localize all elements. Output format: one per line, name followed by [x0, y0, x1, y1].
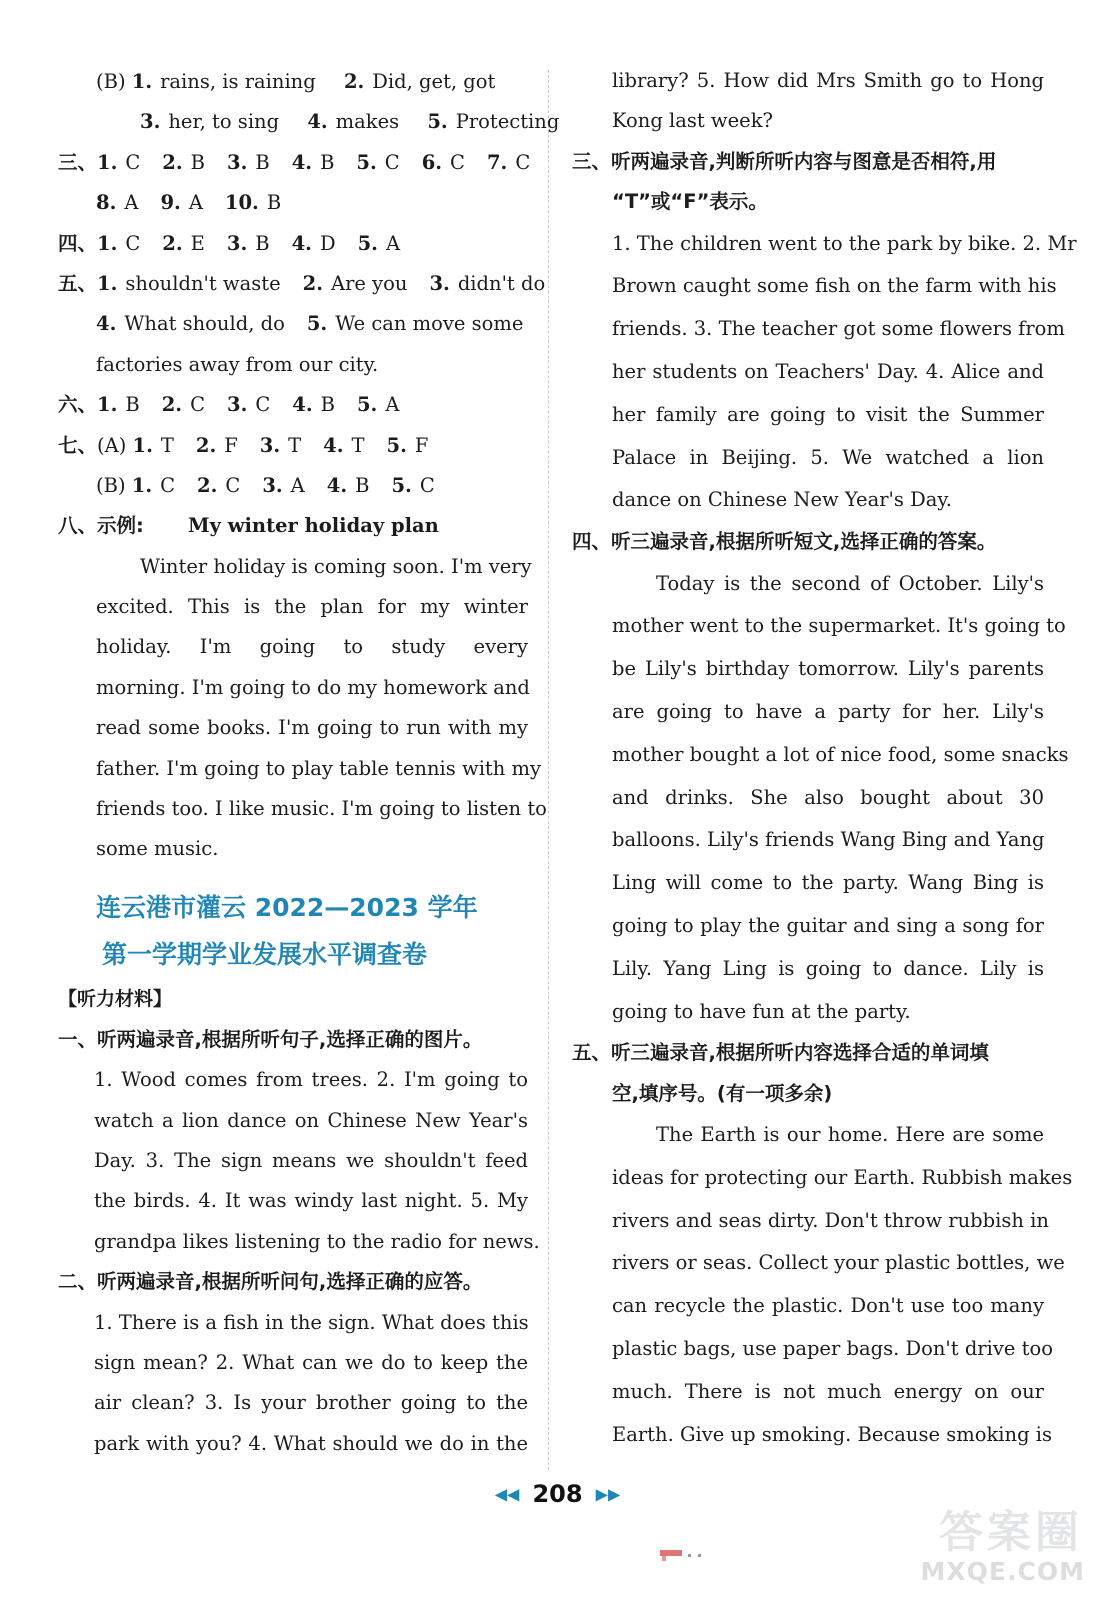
item-number: 6. — [421, 150, 443, 174]
text-line: mother bought a lot of nice food, some snacks — [612, 742, 1069, 766]
text-line: balloons. Lily's friends Wang Bing and Yang — [612, 828, 1045, 852]
text-line: her students on Teachers' Day. 4. Alice and — [612, 359, 1044, 383]
text-line: rivers or seas. Collect your plastic bottles, we — [612, 1251, 1065, 1275]
item-number: 1. — [132, 433, 153, 457]
part-5-text — [572, 1114, 1073, 1456]
prev-arrows-icon: ◀◀ — [494, 1484, 520, 1504]
item-number: 4. — [326, 473, 348, 497]
essay-line: morning. I'm going to do my homework and — [96, 675, 530, 699]
item-number: 1. — [131, 70, 153, 93]
item-number: 3. — [259, 433, 281, 457]
text-line: friends. 3. The teacher got some flowers from — [612, 317, 1065, 341]
item-number: 9. — [160, 191, 181, 215]
item-number: 7. — [486, 150, 508, 174]
answer-row-section-5c: factories away from our city. — [96, 352, 379, 376]
text-line: dance on Chinese New Year's Day. — [612, 488, 952, 512]
text-line: 1. Wood comes from trees. 2. I'm going to — [94, 1068, 528, 1092]
essay-line: holiday. I'm going to study every — [96, 635, 528, 659]
answer-value: Did, get, got — [372, 70, 496, 93]
text-line: and drinks. She also bought about 30 — [612, 785, 1044, 809]
essay-title: My winter holiday plan — [188, 514, 439, 538]
item-number: 5. — [356, 393, 378, 417]
section-number: 三、 — [58, 150, 98, 174]
part-3-text — [572, 223, 1077, 523]
answer-value: rains, is raining — [160, 70, 316, 93]
text-line: the birds. 4. It was windy last night. 5. My — [94, 1189, 528, 1213]
answer-value: C — [125, 150, 141, 174]
item-number: 5. — [357, 231, 378, 255]
essay-heading — [58, 506, 528, 546]
section-number: 六、 — [58, 393, 98, 417]
section-number: 五、 — [58, 271, 98, 295]
answer-value: C — [125, 231, 141, 255]
answer-value: E — [190, 231, 205, 255]
essay-line: read some books. I'm going to run with my — [96, 716, 528, 740]
text-line: going to play the guitar and sing a song for — [612, 913, 1044, 937]
part-label: (B) — [96, 473, 126, 497]
answer-value: B — [125, 393, 140, 417]
answer-row-b1 — [58, 62, 528, 102]
answer-value: B — [255, 231, 270, 255]
text-line: are going to have a party for her. Lily's — [612, 699, 1044, 723]
item-number: 4. — [291, 231, 312, 255]
essay-line: excited. This is the plan for my winter — [96, 595, 528, 619]
column-divider — [548, 70, 549, 1470]
item-number: 8. — [96, 191, 117, 215]
answer-value: Are you — [330, 271, 408, 295]
answer-value: B — [190, 150, 205, 174]
answer-value: C — [255, 393, 271, 417]
text-line: much. There is not much energy on our — [612, 1379, 1044, 1403]
essay-line: Winter holiday is coming soon. I'm very — [140, 554, 532, 578]
part-2-header: 二、听两遍录音,根据所听问句,选择正确的应答。 — [58, 1270, 483, 1294]
left-column — [58, 62, 560, 1464]
text-line: ideas for protecting our Earth. Rubbish makes — [612, 1165, 1073, 1189]
item-number: 2. — [162, 150, 183, 174]
exam-title-line-1: 连云港市灌云 2022—2023 学年 — [96, 892, 478, 922]
section-number: 八、示例: — [58, 514, 144, 538]
text-line: plastic bags, use paper bags. Don't drive too — [612, 1337, 1053, 1361]
item-number: 3. — [262, 473, 283, 497]
answer-value: B — [355, 473, 370, 497]
answer-value: shouldn't waste — [125, 271, 281, 295]
item-number: 5. — [356, 150, 377, 174]
text-line: Ling will come to the party. Wang Bing is — [612, 871, 1044, 895]
item-number: 4. — [323, 433, 344, 457]
essay-line: father. I'm going to play table tennis with my — [96, 756, 542, 780]
item-number: 3. — [227, 150, 248, 174]
item-number: 3. — [226, 231, 248, 255]
item-number: 1. — [97, 393, 118, 417]
essay-line: friends too. I like music. I'm going to listen to — [96, 797, 547, 821]
part-3-header-line-1: 三、听两遍录音,判断所听内容与图意是否相符,用 — [572, 149, 997, 173]
item-number: 2. — [162, 231, 183, 255]
answer-value: C — [160, 473, 176, 497]
item-number: 3. — [227, 393, 248, 417]
part-1-text — [58, 1060, 540, 1262]
text-line: rivers and seas dirty. Don't throw rubbish in — [612, 1208, 1049, 1232]
listening-materials-header: 【听力材料】 — [58, 987, 173, 1010]
item-number: 10. — [224, 191, 259, 215]
answer-row-section-4 — [58, 224, 528, 264]
essay-body — [58, 547, 547, 870]
text-line: Brown caught some fish on the farm with his — [612, 274, 1057, 298]
text-line: park with you? 4. What should we do in the — [94, 1431, 528, 1455]
answer-value: B — [320, 150, 335, 174]
answer-value: A — [290, 473, 305, 497]
answer-value: F — [414, 433, 429, 457]
text-line: Kong last week? — [612, 109, 773, 133]
text-line: Earth. Give up smoking. Because smoking is — [612, 1422, 1053, 1446]
answer-value: C — [384, 150, 400, 174]
essay-line: some music. — [96, 837, 219, 861]
watermark-logo-text: 答案圈 — [939, 1507, 1083, 1558]
answer-row-section-7a — [58, 426, 528, 466]
part-1-header: 一、听两遍录音,根据所听句子,选择正确的图片。 — [58, 1027, 483, 1051]
text-line: air clean? 3. Is your brother going to the — [94, 1391, 528, 1415]
item-number: 2. — [195, 433, 217, 457]
item-number: 5. — [306, 312, 328, 336]
section-number: 七、 — [58, 433, 98, 457]
text-line: sign mean? 2. What can we do to keep the — [94, 1350, 528, 1374]
answer-value: D — [319, 231, 336, 255]
answer-value: T — [160, 433, 174, 457]
answer-value: B — [320, 393, 335, 417]
answer-row-section-6 — [58, 385, 528, 425]
answer-row-section-5 — [58, 264, 546, 304]
answer-value: C — [190, 393, 205, 417]
text-line: library? 5. How did Mrs Smith go to Hong — [612, 69, 1044, 92]
text-line: watch a lion dance on Chinese New Year's — [94, 1108, 528, 1132]
text-line: Palace in Beijing. 5. We watched a lion — [612, 445, 1044, 469]
part-label: (B) — [96, 70, 126, 93]
text-line: The Earth is our home. Here are some — [656, 1123, 1044, 1147]
item-number: 5. — [427, 110, 448, 134]
answer-value: A — [385, 393, 400, 417]
right-column — [572, 61, 1077, 1456]
answer-value: B — [266, 191, 282, 215]
answer-row-section-7b — [58, 466, 528, 506]
text-line: can recycle the plastic. Don't use too many — [612, 1294, 1044, 1318]
item-number: 2. — [197, 473, 218, 497]
answer-value: didn't do — [457, 271, 546, 295]
item-number: 2. — [302, 271, 323, 295]
answer-value: F — [224, 433, 238, 457]
part-2-text — [58, 1303, 528, 1465]
item-number: 1. — [97, 150, 118, 174]
watermark-site: MXQE.COM — [920, 1557, 1085, 1586]
answer-value: A — [124, 191, 139, 215]
item-number: 2. — [161, 393, 183, 417]
answer-value: A — [188, 191, 203, 215]
text-line: 1. The children went to the park by bike. 2. Mr — [612, 231, 1077, 255]
item-number: 4. — [292, 393, 313, 417]
item-number: 1. — [131, 473, 153, 497]
answer-row-section-3b — [58, 183, 528, 223]
next-arrows-icon: ▶▶ — [595, 1484, 621, 1504]
answer-value: C — [225, 473, 241, 497]
text-line: 1. There is a fish in the sign. What does this — [94, 1310, 529, 1334]
text-line: be Lily's birthday tomorrow. Lily's parents — [612, 657, 1044, 681]
item-number: 4. — [96, 312, 117, 336]
part-label: (A) — [97, 433, 127, 457]
part-4-text — [572, 563, 1069, 1034]
text-line: Lily. Yang Ling is going to dance. Lily is — [612, 956, 1044, 980]
answer-value: T — [288, 433, 302, 457]
text-line: her family are going to visit the Summer — [612, 402, 1044, 426]
text-line: Today is the second of October. Lily's — [656, 571, 1044, 595]
part-5-header-line-1: 五、听三遍录音,根据所听内容选择合适的单词填 — [572, 1041, 989, 1065]
item-number: 1. — [97, 231, 118, 255]
text-line: mother went to the supermarket. It's going to — [612, 614, 1066, 638]
answer-value: C — [450, 150, 465, 174]
answer-value: B — [255, 150, 270, 174]
page-number: 208 — [532, 1480, 583, 1508]
answer-value: Protecting — [455, 110, 560, 134]
item-number: 3. — [140, 110, 161, 134]
exam-title-line-2: 第一学期学业发展水平调查卷 — [102, 939, 428, 969]
item-number: 5. — [386, 433, 407, 457]
printer-mark-icon — [658, 1546, 718, 1562]
answer-value: her, to sing — [168, 110, 280, 134]
answer-value: T — [351, 433, 365, 457]
continued-text — [572, 61, 1044, 142]
answer-value: makes — [335, 110, 400, 134]
part-5-header-line-2: 空,填序号。(有一项多余) — [612, 1081, 833, 1105]
item-number: 4. — [307, 110, 328, 134]
text-line: going to have fun at the party. — [612, 999, 911, 1023]
answer-row-section-3 — [58, 143, 531, 183]
watermark-logo — [853, 1496, 1093, 1592]
answer-value: A — [385, 231, 401, 255]
item-number: 3. — [429, 271, 450, 295]
answer-value: C — [515, 150, 531, 174]
answer-value: We can move some — [335, 312, 524, 336]
item-number: 4. — [291, 150, 313, 174]
answer-value: C — [419, 473, 435, 497]
text-line: grandpa likes listening to the radio for news. — [94, 1229, 540, 1253]
answer-row-b2 — [58, 102, 560, 142]
part-3-header-line-2: “T”或“F”表示。 — [612, 190, 768, 214]
answer-value: What should, do — [124, 312, 285, 336]
part-4-header: 四、听三遍录音,根据所听短文,选择正确的答案。 — [572, 530, 997, 554]
answer-row-section-5b — [58, 304, 528, 344]
item-number: 2. — [343, 70, 365, 93]
item-number: 1. — [97, 271, 118, 295]
item-number: 5. — [391, 473, 412, 497]
section-number: 四、 — [58, 231, 98, 255]
text-line: Day. 3. The sign means we shouldn't feed — [94, 1148, 528, 1172]
